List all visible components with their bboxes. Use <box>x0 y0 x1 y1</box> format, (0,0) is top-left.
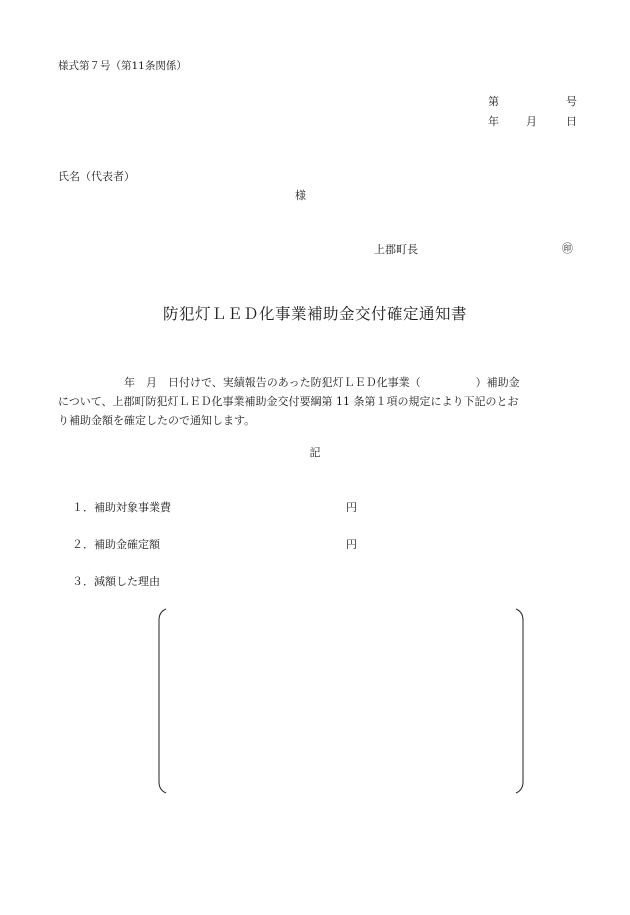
recipient-label: 氏名（代表者） <box>58 170 135 183</box>
doc-number-prefix: 第 <box>488 95 499 108</box>
item-unit: 円 <box>346 501 357 514</box>
item-label: ３．減額した理由 <box>72 575 160 588</box>
date-month: 月 <box>526 115 537 128</box>
reason-bracket-box <box>157 608 525 794</box>
right-bracket <box>516 609 523 793</box>
ki-heading: 記 <box>309 446 321 459</box>
seal-mark: ㊞ <box>562 242 573 255</box>
body-text <box>58 373 578 430</box>
recipient-honorific: 様 <box>295 189 306 202</box>
body-line: り補助金額を確定したので通知します。 <box>58 414 256 427</box>
left-bracket <box>159 609 166 793</box>
body-line: について、上郡町防犯灯ＬＥＤ化事業補助金交付要綱第 11 条第１項の規定により下記のとお <box>58 395 519 408</box>
form-number: 様式第７号（第11条関係） <box>58 60 187 72</box>
item-label: １．補助対象事業費 <box>72 501 171 514</box>
doc-number-suffix: 号 <box>566 95 577 108</box>
date-year: 年 <box>488 115 499 128</box>
item-label: ２．補助金確定額 <box>72 538 160 551</box>
document-title: 防犯灯ＬＥＤ化事業補助金交付確定通知書 <box>162 305 467 323</box>
body-line: 年 月 日付けで、実績報告のあった防犯灯ＬＥＤ化事業（ ）補助金 <box>58 376 520 389</box>
issuer-title: 上郡町長 <box>374 243 418 256</box>
date-day: 日 <box>566 115 577 128</box>
item-unit: 円 <box>346 538 357 551</box>
